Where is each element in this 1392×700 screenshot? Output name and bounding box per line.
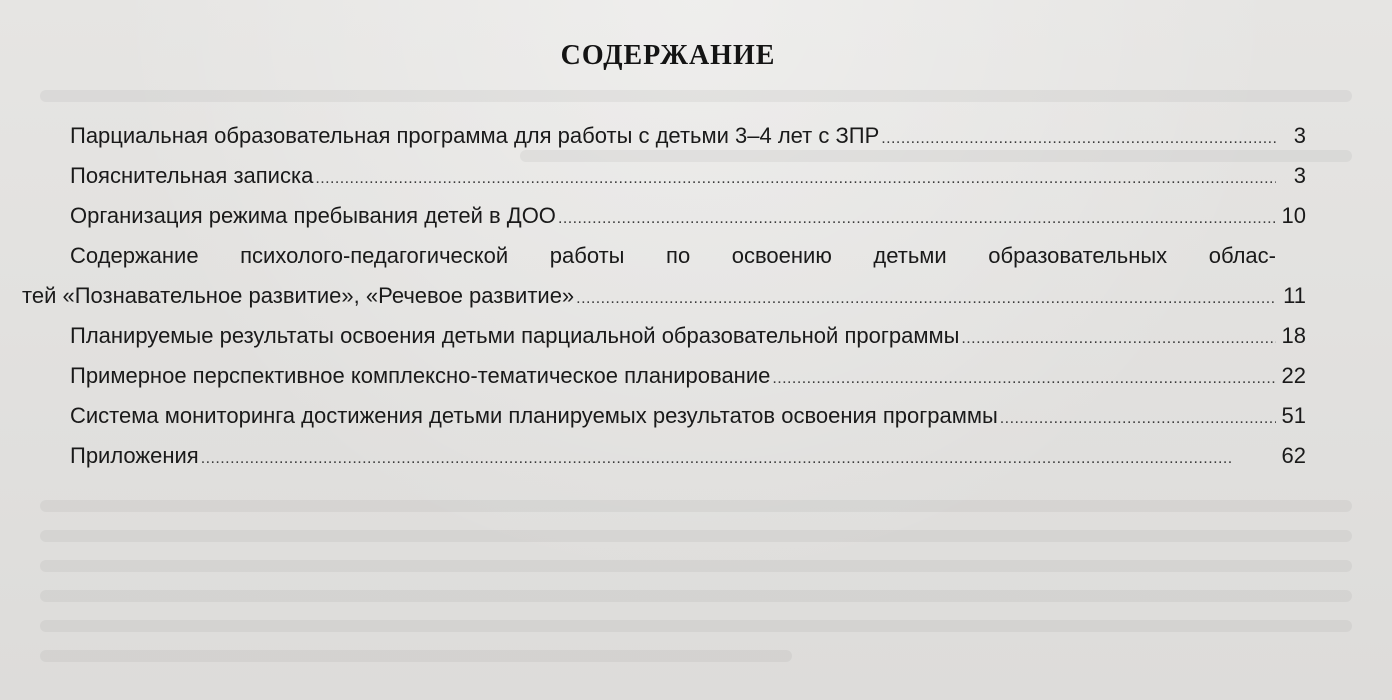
toc-entry xyxy=(22,276,1306,316)
toc-entry-page: 10 xyxy=(1281,203,1306,228)
toc-entry-title: Организация режима пребывания детей в ДОО xyxy=(70,203,556,228)
toc-entry[interactable] xyxy=(22,196,1306,236)
toc-entry[interactable] xyxy=(22,316,1306,356)
toc-entry[interactable] xyxy=(22,156,1306,196)
toc-entry-page: 3 xyxy=(1293,163,1306,188)
toc-entry-page: 11 xyxy=(1283,283,1306,308)
toc-entry-title: Пояснительная записка xyxy=(70,163,314,188)
toc-entry-page: 3 xyxy=(1293,123,1306,148)
toc-entry-title-line1: Содержание психолого-педагогической работы по освоению детьми образовательных облас- xyxy=(70,243,1276,268)
toc-entry-title: Планируемые результаты освоения детьми парциальной образовательной программы xyxy=(70,323,960,348)
toc-entry-title: Приложения xyxy=(70,443,199,468)
toc-entry-page: 22 xyxy=(1281,363,1306,388)
dot-leader xyxy=(201,436,1276,479)
toc-entry-title: Парциальная образовательная программа для работы с детьми 3–4 лет с ЗПР xyxy=(70,123,880,148)
toc-entry[interactable] xyxy=(22,356,1306,396)
dot-leader xyxy=(772,356,1276,399)
toc-entry-page: 18 xyxy=(1281,323,1306,348)
dot-leader xyxy=(961,316,1276,359)
dot-leader xyxy=(1000,396,1276,439)
table-of-contents xyxy=(22,116,1306,476)
toc-entry-multiline[interactable] xyxy=(22,236,1306,316)
toc-entry[interactable] xyxy=(22,436,1306,476)
toc-entry[interactable] xyxy=(22,396,1306,436)
dot-leader xyxy=(576,276,1276,319)
dot-leader xyxy=(558,196,1276,239)
toc-entry-title-line2: тей «Познавательное развитие», «Речевое развитие» xyxy=(22,283,575,308)
toc-entry[interactable] xyxy=(22,116,1306,156)
toc-entry-title: Система мониторинга достижения детьми планируемых результатов освоения программы xyxy=(70,403,998,428)
dot-leader xyxy=(881,116,1276,159)
toc-entry-page: 62 xyxy=(1281,443,1306,468)
toc-entry-title: Примерное перспективное комплексно-тематическое планирование xyxy=(70,363,771,388)
page-title: СОДЕРЖАНИЕ xyxy=(560,40,776,71)
toc-entry-page: 51 xyxy=(1281,403,1306,428)
dot-leader xyxy=(315,156,1276,199)
